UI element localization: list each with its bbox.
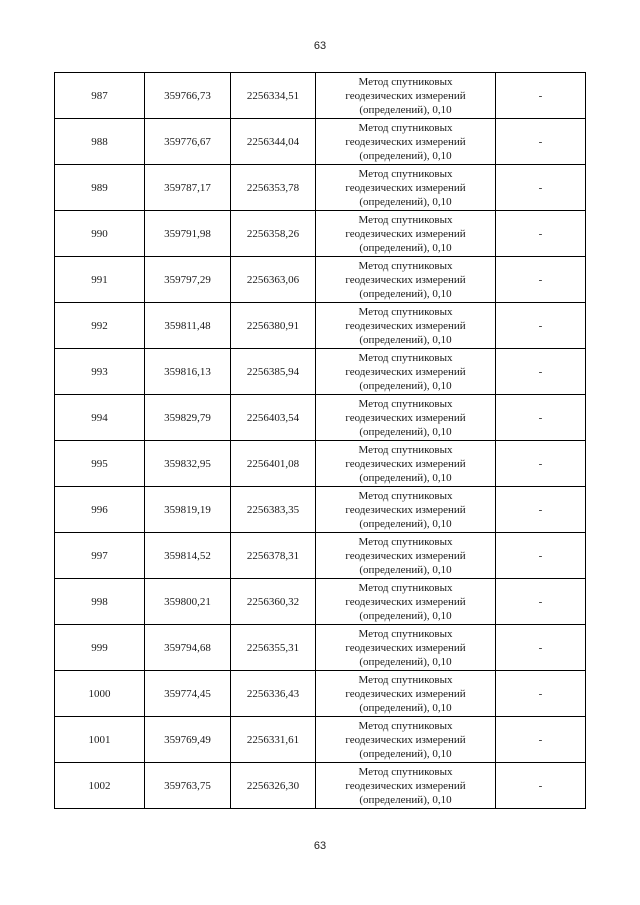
method-line: (определений), 0,10 [359, 655, 452, 668]
extra-cell: - [496, 119, 586, 165]
y-coordinate-cell: 2256403,54 [231, 395, 316, 441]
method-cell [316, 395, 496, 441]
method-line: геодезических измерений [345, 641, 466, 654]
method-line: Метод спутниковых [358, 75, 453, 88]
method-cell [316, 763, 496, 809]
method-line: (определений), 0,10 [359, 241, 452, 254]
method-line: геодезических измерений [345, 89, 466, 102]
point-number-cell: 998 [55, 579, 145, 625]
method-line: (определений), 0,10 [359, 793, 452, 806]
x-coordinate-cell: 359814,52 [145, 533, 231, 579]
y-coordinate-cell: 2256331,61 [231, 717, 316, 763]
extra-cell: - [496, 257, 586, 303]
table-row [55, 73, 586, 119]
point-number-cell: 994 [55, 395, 145, 441]
method-line: геодезических измерений [345, 227, 466, 240]
point-number-cell: 1001 [55, 717, 145, 763]
extra-cell: - [496, 211, 586, 257]
table-row [55, 349, 586, 395]
x-coordinate-cell: 359774,45 [145, 671, 231, 717]
y-coordinate-cell: 2256355,31 [231, 625, 316, 671]
method-line: геодезических измерений [345, 319, 466, 332]
method-line: (определений), 0,10 [359, 379, 452, 392]
method-line: геодезических измерений [345, 687, 466, 700]
extra-cell: - [496, 487, 586, 533]
method-line: (определений), 0,10 [359, 287, 452, 300]
method-line: геодезических измерений [345, 733, 466, 746]
y-coordinate-cell: 2256360,32 [231, 579, 316, 625]
x-coordinate-cell: 359819,19 [145, 487, 231, 533]
method-line: Метод спутниковых [358, 259, 453, 272]
x-coordinate-cell: 359800,21 [145, 579, 231, 625]
x-coordinate-cell: 359769,49 [145, 717, 231, 763]
extra-cell: - [496, 763, 586, 809]
point-number-cell: 988 [55, 119, 145, 165]
point-number-cell: 1000 [55, 671, 145, 717]
method-line: геодезических измерений [345, 595, 466, 608]
method-line: Метод спутниковых [358, 305, 453, 318]
point-number-cell: 993 [55, 349, 145, 395]
extra-cell: - [496, 533, 586, 579]
method-line: (определений), 0,10 [359, 195, 452, 208]
method-line: геодезических измерений [345, 457, 466, 470]
method-line: Метод спутниковых [358, 765, 453, 778]
method-cell [316, 487, 496, 533]
method-cell [316, 165, 496, 211]
extra-cell: - [496, 73, 586, 119]
method-cell [316, 119, 496, 165]
method-line: (определений), 0,10 [359, 425, 452, 438]
method-line: Метод спутниковых [358, 535, 453, 548]
table-row [55, 717, 586, 763]
x-coordinate-cell: 359832,95 [145, 441, 231, 487]
extra-cell: - [496, 165, 586, 211]
y-coordinate-cell: 2256383,35 [231, 487, 316, 533]
table-row [55, 257, 586, 303]
y-coordinate-cell: 2256336,43 [231, 671, 316, 717]
extra-cell: - [496, 395, 586, 441]
method-line: (определений), 0,10 [359, 471, 452, 484]
coordinates-table-body [55, 73, 586, 809]
table-row [55, 303, 586, 349]
method-line: геодезических измерений [345, 779, 466, 792]
method-cell [316, 579, 496, 625]
method-line: геодезических измерений [345, 365, 466, 378]
method-line: (определений), 0,10 [359, 747, 452, 760]
method-line: Метод спутниковых [358, 673, 453, 686]
y-coordinate-cell: 2256401,08 [231, 441, 316, 487]
method-line: Метод спутниковых [358, 581, 453, 594]
method-line: геодезических измерений [345, 181, 466, 194]
x-coordinate-cell: 359763,75 [145, 763, 231, 809]
point-number-cell: 992 [55, 303, 145, 349]
table-row [55, 763, 586, 809]
point-number-cell: 1002 [55, 763, 145, 809]
method-line: (определений), 0,10 [359, 563, 452, 576]
method-line: (определений), 0,10 [359, 609, 452, 622]
y-coordinate-cell: 2256358,26 [231, 211, 316, 257]
x-coordinate-cell: 359776,67 [145, 119, 231, 165]
point-number-cell: 991 [55, 257, 145, 303]
extra-cell: - [496, 671, 586, 717]
method-line: Метод спутниковых [358, 719, 453, 732]
table-row [55, 625, 586, 671]
method-cell [316, 257, 496, 303]
x-coordinate-cell: 359791,98 [145, 211, 231, 257]
point-number-cell: 999 [55, 625, 145, 671]
extra-cell: - [496, 303, 586, 349]
x-coordinate-cell: 359816,13 [145, 349, 231, 395]
y-coordinate-cell: 2256334,51 [231, 73, 316, 119]
method-line: Метод спутниковых [358, 121, 453, 134]
method-line: Метод спутниковых [358, 351, 453, 364]
y-coordinate-cell: 2256326,30 [231, 763, 316, 809]
table-row [55, 165, 586, 211]
x-coordinate-cell: 359787,17 [145, 165, 231, 211]
extra-cell: - [496, 625, 586, 671]
x-coordinate-cell: 359794,68 [145, 625, 231, 671]
method-cell [316, 671, 496, 717]
table-row [55, 395, 586, 441]
point-number-cell: 987 [55, 73, 145, 119]
method-line: Метод спутниковых [358, 627, 453, 640]
point-number-cell: 995 [55, 441, 145, 487]
x-coordinate-cell: 359766,73 [145, 73, 231, 119]
method-line: (определений), 0,10 [359, 701, 452, 714]
y-coordinate-cell: 2256363,06 [231, 257, 316, 303]
extra-cell: - [496, 441, 586, 487]
method-cell [316, 625, 496, 671]
table-row [55, 487, 586, 533]
point-number-cell: 990 [55, 211, 145, 257]
y-coordinate-cell: 2256378,31 [231, 533, 316, 579]
extra-cell: - [496, 717, 586, 763]
method-line: геодезических измерений [345, 135, 466, 148]
method-line: (определений), 0,10 [359, 333, 452, 346]
method-line: (определений), 0,10 [359, 103, 452, 116]
table-row [55, 211, 586, 257]
method-cell [316, 441, 496, 487]
y-coordinate-cell: 2256380,91 [231, 303, 316, 349]
x-coordinate-cell: 359829,79 [145, 395, 231, 441]
y-coordinate-cell: 2256353,78 [231, 165, 316, 211]
method-line: геодезических измерений [345, 273, 466, 286]
y-coordinate-cell: 2256344,04 [231, 119, 316, 165]
table-row [55, 533, 586, 579]
point-number-cell: 997 [55, 533, 145, 579]
method-line: геодезических измерений [345, 503, 466, 516]
method-line: Метод спутниковых [358, 397, 453, 410]
point-number-cell: 989 [55, 165, 145, 211]
method-cell [316, 533, 496, 579]
point-number-cell: 996 [55, 487, 145, 533]
page-number-bottom: 63 [313, 840, 327, 852]
extra-cell: - [496, 579, 586, 625]
x-coordinate-cell: 359797,29 [145, 257, 231, 303]
method-line: геодезических измерений [345, 549, 466, 562]
method-line: (определений), 0,10 [359, 517, 452, 530]
method-cell [316, 349, 496, 395]
extra-cell: - [496, 349, 586, 395]
page-number-top: 63 [313, 40, 327, 52]
method-line: Метод спутниковых [358, 443, 453, 456]
method-line: геодезических измерений [345, 411, 466, 424]
method-cell [316, 303, 496, 349]
method-line: Метод спутниковых [358, 489, 453, 502]
method-line: Метод спутниковых [358, 167, 453, 180]
x-coordinate-cell: 359811,48 [145, 303, 231, 349]
method-cell [316, 717, 496, 763]
table-row [55, 579, 586, 625]
method-cell [316, 211, 496, 257]
coordinates-table [54, 72, 586, 809]
method-line: Метод спутниковых [358, 213, 453, 226]
table-row [55, 671, 586, 717]
table-row [55, 119, 586, 165]
table-row [55, 441, 586, 487]
method-line: (определений), 0,10 [359, 149, 452, 162]
method-cell [316, 73, 496, 119]
y-coordinate-cell: 2256385,94 [231, 349, 316, 395]
